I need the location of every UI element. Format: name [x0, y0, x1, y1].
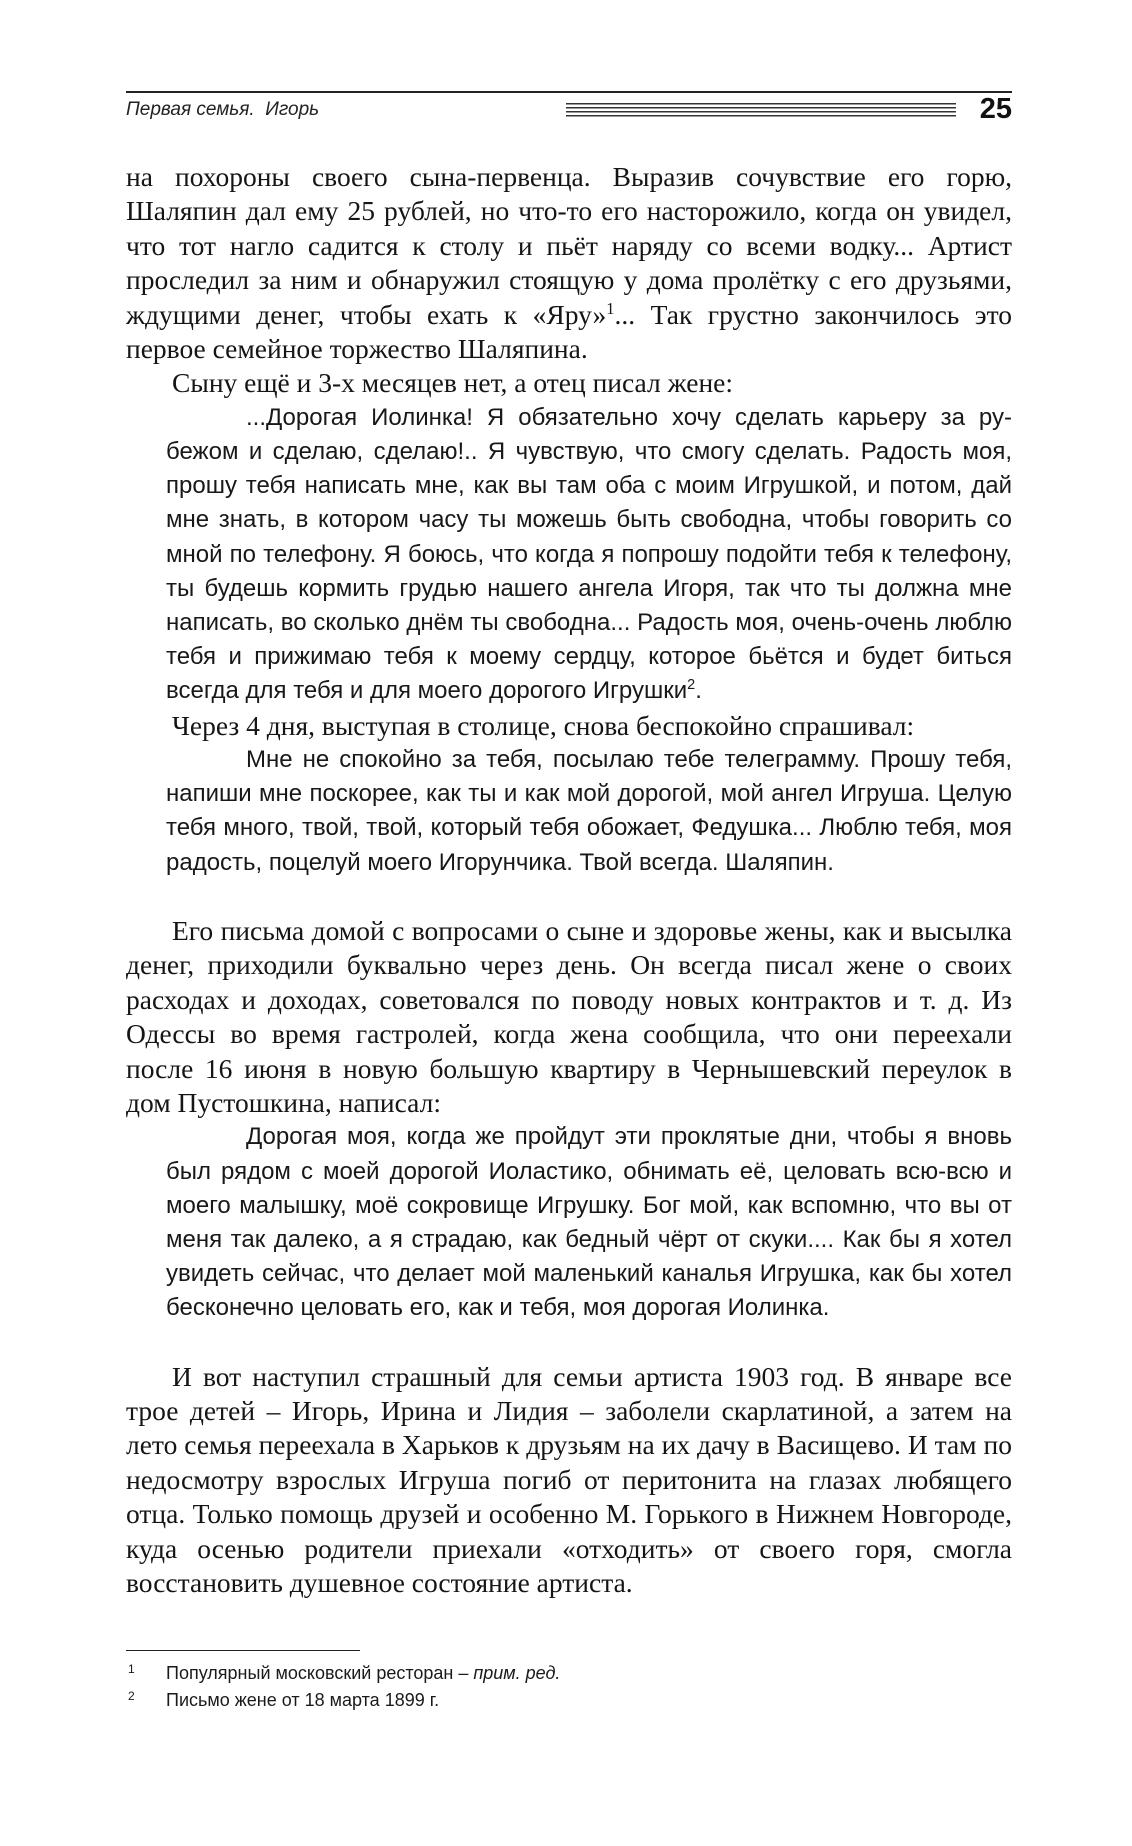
letter-quote-1-end: .: [695, 677, 702, 705]
paragraph-gap: [126, 880, 1012, 914]
footnote-divider: [126, 1650, 360, 1651]
footnote-text: Популярный московский ресторан –: [166, 1663, 474, 1683]
footnotes: [126, 1660, 1012, 1714]
footnote-text: Письмо жене от 18 марта 1899 г.: [166, 1690, 440, 1710]
footnote-1: [126, 1660, 1012, 1687]
letter-quote-3: Дорогая моя, когда же пройдут эти проклятые дни, чтобы я вновь был рядом с моей дорогой Иоластико, обнимать её, целовать всю-всю и моего малышку, моё сокровище Игрушку. Бог мой, как вспомню, что вы от меня так далеко, а я страдаю, как бедный чёрт от скуки.... Как бы я хотел увидеть сейчас, что делает мой маленький каналья Игрушка, как бы хотел бесконечно целовать его, как и тебя, моя дорогая Иолинка.: [166, 1123, 1012, 1322]
header-decorative-rules: [566, 103, 956, 119]
paragraph-four-days: Через 4 дня, выступая в столице, снова беспокойно спрашивал:: [172, 709, 915, 741]
page-body: [126, 160, 1012, 1600]
letter-quote-2: Мне не спокойно за тебя, посылаю тебе телеграмму. Прошу тебя, напиши мне поскорее, как ты и как мой дорогой, мой ангел Игруша. Целую тебя много, твой, твой, который тебя обожает, Федушка... Люблю тебя, моя радость, поцелуй моего Игорунчика. Твой всегда. Шаляпин.: [166, 746, 1012, 876]
footnote-number: 2: [128, 1689, 135, 1703]
running-title: Первая семья. Игорь: [126, 99, 320, 120]
letter-quote-1: [166, 401, 1012, 709]
paragraph-three-months: Сыну ещё и 3-х месяцев нет, а отец писал жене:: [172, 367, 734, 399]
footnote-editor-note: прим. ред.: [473, 1663, 561, 1683]
footnote-ref-1: 1: [606, 298, 615, 318]
running-header: [126, 91, 1012, 127]
footnote-2: [126, 1687, 1012, 1714]
paragraph-funeral: [126, 160, 1012, 366]
paragraph-1903: И вот наступил страшный для семьи артиста 1903 год. В январе все трое детей – Игорь, Ирина и Лидия – заболели скарлатиной, а затем на лето семья переехала в Харьков к друзьям на их дачу в Васищево. И там по недосмотру взрослых Игруша погиб от перитонита на глазах любящего отца. Только помощь друзей и особенно М. Горького в Нижнем Новгороде, куда осенью родители приехали «отходить» от своего горя, смогла восстановить душевное состояние артиста.: [126, 1360, 1012, 1598]
footnote-ref-2: 2: [687, 677, 696, 694]
footnote-number: 1: [128, 1662, 135, 1676]
page-number: 25: [979, 93, 1012, 125]
paragraph-letters-home: Его письма домой с вопросами о сыне и здоровье жены, как и высылка денег, приходили буквально через день. Он всегда писал жене о своих расходах и доходах, советовался по поводу новых контрактов и т. д. Из Одессы во время гастролей, когда жена сообщила, что они переехали после 16 июня в новую большую квартиру в Чернышевский переулок в дом Пустошкина, написал:: [126, 914, 1012, 1118]
paragraph-funeral-tail: ... Так грустно закончилось это первое семейное торжество Шаляпина.: [126, 298, 1012, 365]
paragraph-funeral-text: на похороны своего сына-первенца. Выразив сочувствие его горю, Шаляпин дал ему 25 рублей, но что-то его насторожило, когда он увидел, что тот нагло садится к столу и пьёт наряду со всеми водку... Артист проследил за ним и обнаружил стоящую у дома пролётку с его друзьями, ждущими денег, чтобы ехать к «Яру»: [126, 161, 1012, 330]
paragraph-gap: [126, 1326, 1012, 1360]
letter-quote-1-text: ...Дорогая Иолинка! Я обязательно хочу сделать карьеру за рубежом и сделаю, сделаю!.. Я чувствую, что смогу сделать. Радость моя, прошу тебя написать мне, как вы там оба с моим Игрушкой, и потом, дай мне знать, в котором часу ты можешь быть свободна, чтобы говорить со мной по телефону. Я боюсь, что когда я попрошу подойти тебя к телефону, ты будешь кормить грудью нашего ангела Игоря, так что ты должна мне написать, во сколько днём ты свободна... Радость моя, очень-очень люблю тебя и прижимаю тебя к моему сердцу, которое бьётся и будет биться всегда для тебя и для моего дорогого Игрушки: [166, 403, 1012, 705]
